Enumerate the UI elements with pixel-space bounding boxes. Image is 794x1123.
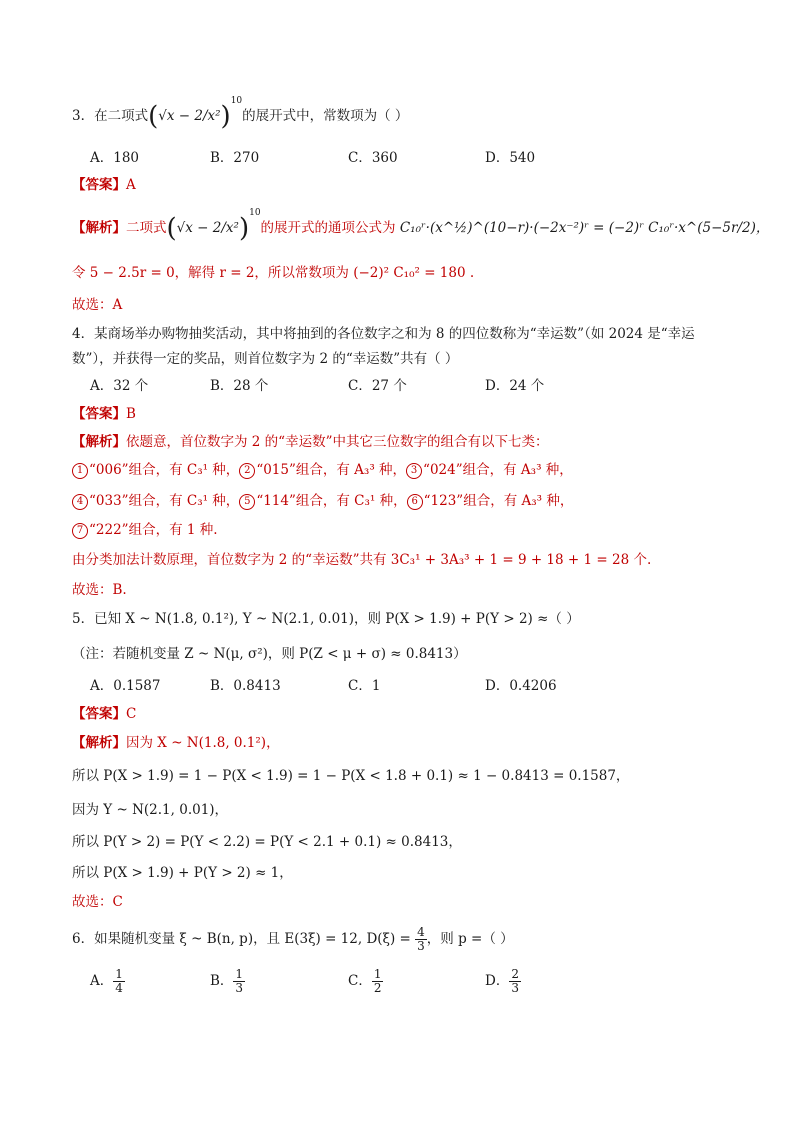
q4-analysis-line1: 【解析】依题意，首位数字为 2 的“幸运数”中其它三位数字的组合有以下七类： [72,434,549,450]
question-6-stem: 6．如果随机变量 ξ ~ B(n, p)，且 E(3ξ) = 12, D(ξ) = $\frac{4}{3}$ ，则 p =（ ） [72,925,514,953]
q4-option-a: A．32 个 [90,378,149,394]
q4-option-b: B．28 个 [210,378,269,394]
q3-analysis-line2: 令 5 − 2.5r = 0，解得 r = 2，所以常数项为 (−2)² C₁₀² = 180 . [72,265,475,281]
q4-option-d: D．24 个 [485,378,545,394]
question-4-stem-line2: 数”），并获得一定的奖品，则首位数字为 2 的“幸运数”共有（ ） [72,351,459,367]
q5-option-c: C．1 [348,678,381,694]
q4-answer: 【答案】B [72,406,136,422]
q4-conclusion: 故选：B. [72,582,127,598]
q4-cases-row3: 7 “222”组合，有 1 种. [72,520,218,540]
q3-answer: 【答案】A [72,177,136,193]
q6-fraction: $\frac{4}{3}$ [417,925,425,953]
q3-power: 10 [230,95,243,106]
q3-option-a: A．180 [90,150,140,166]
q3-expression: √x − 2/x² [158,108,221,124]
q5-analysis-line5: 所以 P(X > 1.9) + P(Y > 2) ≈ 1， [72,865,293,881]
q5-option-d: D．0.4206 [485,678,557,694]
q6-option-d: D． $\frac{2}{3}$ [485,967,519,995]
q3-conclusion: 故选：A [72,297,123,313]
q5-option-a: A．0.1587 [90,678,161,694]
question-4-stem-line1: 4．某商场举办购物抽奖活动，其中将抽到的各位数字之和为 8 的四位数称为“幸运数”（如 2024 是“幸运 [72,326,695,342]
q5-option-b: B．0.8413 [210,678,281,694]
q3-suffix: 的展开式中，常数项为（ ） [242,108,409,124]
question-5-stem-line2: （注：若随机变量 Z ~ N(μ, σ²)，则 P(Z < μ + σ) ≈ 0.8413） [72,646,467,662]
q3-option-c: C．360 [348,150,398,166]
q6-option-a: A． $\frac{1}{4}$ [90,967,123,995]
q5-analysis-line3: 因为 Y ~ N(2.1, 0.01)， [72,802,229,818]
q5-answer: 【答案】C [72,706,137,722]
q6-option-c: C． $\frac{1}{2}$ [348,967,382,995]
q4-summary: 由分类加法计数原理，首位数字为 2 的“幸运数”共有 3C₃¹ + 3A₃³ + 1 = 9 + 18 + 1 = 28 个. [72,552,652,568]
q3-prefix: 3．在二项式 [72,108,149,124]
q3-analysis-line1: 【解析】二项式$(√x - 2/x^2)^{10}$的展开式的通项公式为 C₁₀ʳ·(x^½)^(10−r)·(−2x⁻²)ʳ = (−2)ʳ C₁₀ʳ·x^(5−5r/2)， [72,207,770,244]
question-5-stem-line1: 5．已知 X ~ N(1.8, 0.1²), Y ~ N(2.1, 0.01)，则 P(X > 1.9) + P(Y > 2) ≈（ ） [72,611,580,627]
q3-option-d: D．540 [485,150,536,166]
q3-option-b: B．270 [210,150,260,166]
question-3-stem: 3．在二项式$(√x - 2/x^2)^{10}$的展开式中，常数项为（ ） [72,95,409,132]
q5-analysis-line1: 【解析】因为 X ~ N(1.8, 0.1²)， [72,735,280,751]
q4-cases-row2: 4 “033”组合，有 C₃¹ 种， 5 “114”组合，有 C₃¹ 种， 6 “123”组合，有 A₃³ 种， [72,491,573,511]
q4-option-c: C．27 个 [348,378,407,394]
q5-conclusion: 故选：C [72,894,123,910]
q5-analysis-line4: 所以 P(Y > 2) = P(Y < 2.2) = P(Y < 2.1 + 0.1) ≈ 0.8413， [72,834,462,850]
q5-analysis-line2: 所以 P(X > 1.9) = 1 − P(X < 1.9) = 1 − P(X < 1.8 + 0.1) ≈ 1 − 0.8413 = 0.1587， [72,768,630,784]
q4-cases-row1: 1 “006”组合，有 C₃¹ 种， 2 “015”组合，有 A₃³ 种， 3 “024”组合，有 A₃³ 种， [72,460,573,480]
q6-option-b: B． $\frac{1}{3}$ [210,967,244,995]
